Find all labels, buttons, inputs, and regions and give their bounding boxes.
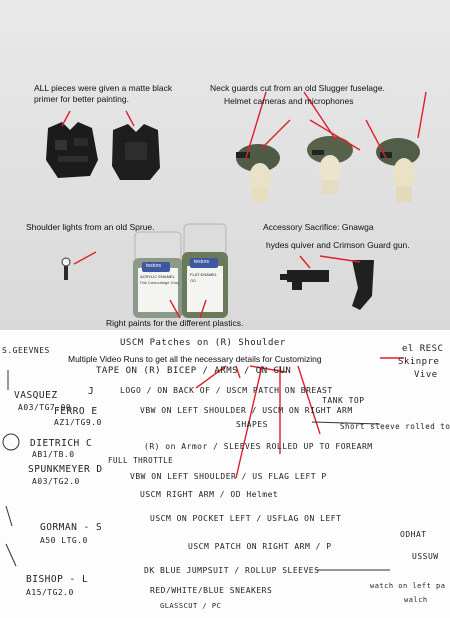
- note-tank-top: TANK TOP: [322, 396, 365, 405]
- note-ussuw: USSUW: [412, 552, 439, 561]
- note-top-1: USCM Patches on (R) Shoulder: [120, 338, 286, 348]
- note-top-2: TAPE ON (R) BICEP / ARMS / ON GUN: [96, 366, 292, 376]
- vest-back: [112, 124, 160, 180]
- note-spunkmeyer-name: SPUNKMEYER D: [28, 464, 103, 475]
- note-vasquez-line2: VBW ON LEFT SHOULDER / USCM ON RIGHT ARM: [140, 406, 353, 415]
- caption-helmet: Helmet cameras and microphones: [224, 96, 354, 106]
- note-watch-2: walch: [404, 596, 428, 604]
- note-dietrich-line1: (R) on Armor / SLEEVES ROLLED UP TO FOREARM: [144, 442, 373, 451]
- note-spunkmeyer-line3: USCM RIGHT ARM / OD Helmet: [140, 490, 279, 499]
- jar-right-brand: testors: [194, 259, 210, 265]
- note-bishop-line1: DK BLUE JUMPSUIT / ROLLUP SLEEVES: [144, 566, 320, 575]
- caption-primer: ALL pieces were given a matte black primer for better painting.: [34, 83, 173, 105]
- note-vasquez-id: A03/TG7.00: [18, 403, 72, 412]
- note-gorman-name: GORMAN - S: [40, 522, 103, 533]
- note-dietrich-name: DIETRICH C: [30, 438, 93, 449]
- note-ferro-name: FERRO E: [54, 406, 98, 417]
- note-vasquez-line1: LOGO / ON BACK OF / USCM PATCH ON BREAST: [120, 386, 333, 395]
- jar-left-label: ACRYLIC ENAMEL: [140, 274, 175, 279]
- note-watch: watch on left pa: [370, 582, 446, 590]
- note-gorman-line1: USCM ON POCKET LEFT / USFLAG ON LEFT: [150, 514, 342, 523]
- jar-right-sub: OD: [190, 278, 196, 283]
- caption-shoulder-lights: Shoulder lights from an old Sprue.: [26, 222, 155, 232]
- note-bishop-id: A15/TG2.0: [26, 588, 74, 597]
- shoulder-light: [62, 258, 70, 280]
- note-vasquez-line4: Short sleeve rolled to: [340, 422, 450, 431]
- note-top-right-3: Vive: [414, 370, 438, 380]
- note-top-right-2: Skinpre: [398, 357, 440, 367]
- vest-front: [46, 122, 98, 178]
- note-vasquez-line3: SHAPES: [236, 420, 268, 429]
- jar-right-label: FLAT ENAMEL: [190, 272, 217, 277]
- caption-accessory-1: Accessory Sacrifice: Gnawga: [263, 222, 374, 232]
- note-gorman-line2: ODHAT: [400, 530, 427, 539]
- note-top-right-1: el RESC: [402, 344, 444, 354]
- note-bishop-line2: RED/WHITE/BLUE SNEAKERS: [150, 586, 273, 595]
- caption-video-runs: Multiple Video Runs to get all the necessary details for Customizing: [68, 354, 322, 364]
- head-1: [236, 144, 280, 202]
- note-gorman-id: A50 LTG.0: [40, 536, 88, 545]
- caption-accessory-2: hydes quiver and Crimson Guard gun.: [266, 240, 410, 250]
- note-bishop-name: BISHOP - L: [26, 574, 89, 585]
- guns: [280, 260, 374, 310]
- head-3: [376, 138, 420, 202]
- handwritten-notes: [0, 330, 450, 618]
- jar-left-sub: Flat Camouflage Gray: [140, 280, 180, 285]
- note-sgeevnes: S.GEEVNES: [2, 346, 50, 355]
- note-spunkmeyer-line2: VBW ON LEFT SHOULDER / US FLAG LEFT P: [130, 472, 327, 481]
- jar-left-brand: testors: [146, 263, 162, 269]
- note-dietrich-id: AB1/TB.0: [32, 450, 75, 459]
- note-ferro-id: AZ1/TG9.0: [54, 418, 102, 427]
- caption-neck-guards: Neck guards cut from an old Slugger fuselage.: [210, 83, 385, 93]
- note-gorman-line3: USCM PATCH ON RIGHT ARM / P: [188, 542, 332, 551]
- note-vasquez-rank: J: [88, 386, 95, 397]
- note-vasquez-name: VASQUEZ: [14, 390, 58, 401]
- note-spunkmeyer-id: A03/TG2.0: [32, 477, 80, 486]
- notes-arrows: [196, 358, 404, 478]
- note-spunkmeyer-line1: FULL THROTTLE: [108, 456, 174, 465]
- note-bishop-line3: GLASSCUT / PC: [160, 602, 222, 610]
- caption-paints: Right paints for the different plastics.: [106, 318, 244, 328]
- head-2: [307, 136, 353, 194]
